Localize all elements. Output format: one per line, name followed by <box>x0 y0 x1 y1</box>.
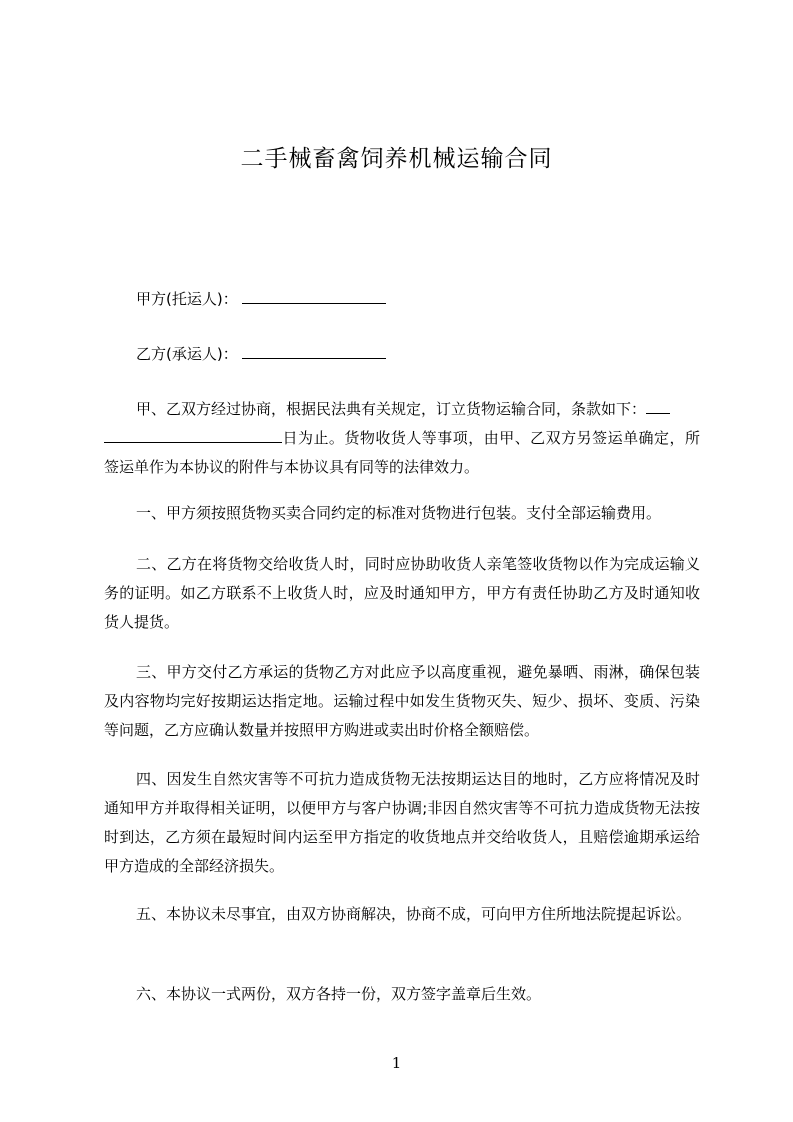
party-a-label: 甲方(托运人)： <box>136 290 238 308</box>
clause-4: 四、因发生自然灾害等不可抗力造成货物无法按期运达目的地时，乙方应将情况及时通知甲方并取得相关证明，以便甲方与客户协调;非因自然灾害等不可抗力造成货物无法按时到达，乙方须在最短时间内运至甲方指定的收货地点并交给收货人，且赔偿逾期承运给甲方造成的全部经济损失。 <box>104 770 700 875</box>
clause-6: 六、本协议一式两份，双方各持一份，双方签字盖章后生效。 <box>136 985 542 1003</box>
clause-1: 一、甲方须按照货物买卖合同约定的标准对货物进行包装。支付全部运输费用。 <box>136 504 662 522</box>
party-a-line <box>104 285 700 314</box>
intro-end-text: 日为止。货物收货人等事项，由甲、乙双方另签运单确定，所签运单作为本协议的附件与本协议具有同等的法律效力。 <box>104 429 700 476</box>
party-a-blank[interactable] <box>242 288 386 304</box>
intro-date-blank-1[interactable] <box>646 399 670 414</box>
intro-start-text: 甲、乙双方经过协商，根据民法典有关规定，订立货物运输合同，条款如下： <box>136 400 647 418</box>
party-b-label: 乙方(承运人)： <box>136 345 238 363</box>
clause-3: 三、甲方交付乙方承运的货物乙方对此应予以高度重视，避免暴晒、雨淋，确保包装及内容物均完好按期运达指定地。运输过程中如发生货物灭失、短少、损坏、变质、污染等问题，乙方应确认数量并按照甲方购进或卖出时价格全额赔偿。 <box>104 663 700 739</box>
document-title: 二手械畜禽饲养机械运输合同 <box>240 146 553 172</box>
intro-date-blank-2[interactable] <box>104 428 282 443</box>
party-b-line <box>104 340 700 369</box>
page-number: 1 <box>391 1054 402 1072</box>
clause-2: 二、乙方在将货物交给收货人时，同时应协助收货人亲笔签收货物以作为完成运输义务的证明。如乙方联系不上收货人时，应及时通知甲方，甲方有责任协助乙方及时通知收货人提货。 <box>104 555 700 631</box>
party-b-blank[interactable] <box>242 343 386 359</box>
intro-paragraph <box>104 395 700 482</box>
clause-5: 五、本协议未尽事宜，由双方协商解决，协商不成，可向甲方住所地法院提起诉讼。 <box>136 905 692 923</box>
